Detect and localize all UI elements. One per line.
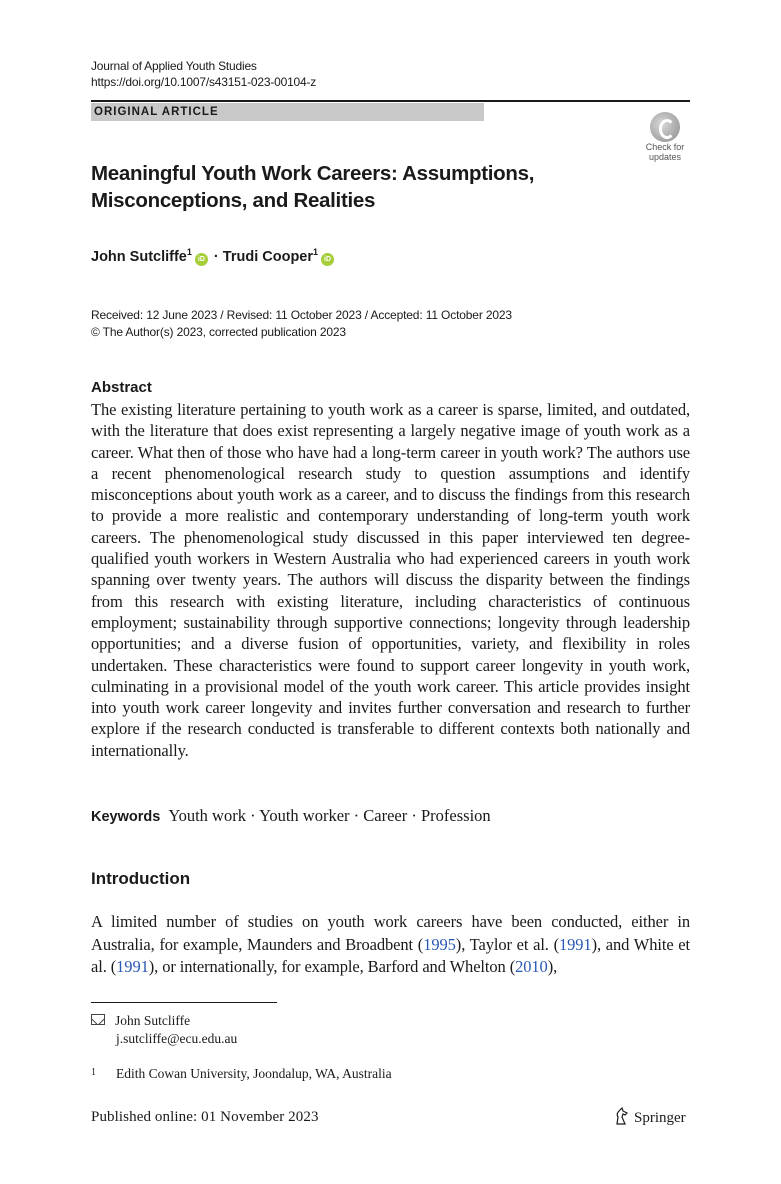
intro-text-segment: A limited number of studies on youth work careers have been conducted, either in Australia, for example, Maunders and Broadbent ( xyxy=(91,912,690,954)
contact-email[interactable]: j.sutcliffe@ecu.edu.au xyxy=(116,1031,238,1046)
affiliation-footnote xyxy=(91,1064,392,1083)
citation-link[interactable]: 1991 xyxy=(116,957,149,976)
journal-header xyxy=(91,58,316,90)
abstract-heading: Abstract xyxy=(91,379,152,396)
introduction-heading: Introduction xyxy=(91,869,191,888)
keywords-list: Youth work · Youth worker · Career · Profession xyxy=(168,806,491,825)
corresponding-author xyxy=(91,1012,237,1048)
date-history: Received: 12 June 2023 / Revised: 11 October 2023 / Accepted: 11 October 2023 xyxy=(91,308,512,322)
copyright-line: © The Author(s) 2023, corrected publication 2023 xyxy=(91,325,346,339)
header-rule xyxy=(91,100,690,102)
publication-dates xyxy=(91,307,512,341)
footnote-rule xyxy=(91,1002,277,1003)
citation-link[interactable]: 2010 xyxy=(515,957,548,976)
author-name[interactable]: Trudi Cooper xyxy=(222,249,314,265)
affiliation-number: 1 xyxy=(91,1067,96,1078)
springer-horse-icon xyxy=(614,1107,630,1125)
published-online: Published online: 01 November 2023 xyxy=(91,1109,319,1125)
keywords-label: Keywords xyxy=(91,809,161,825)
check-for-updates-badge[interactable] xyxy=(640,112,690,162)
intro-text-segment: ), Taylor et al. ( xyxy=(455,934,559,954)
doi-link[interactable]: https://doi.org/10.1007/s43151-023-00104-z xyxy=(91,75,317,89)
orcid-icon[interactable]: iD xyxy=(195,253,208,266)
orcid-icon[interactable]: iD xyxy=(321,253,334,266)
journal-name: Journal of Applied Youth Studies xyxy=(91,59,257,73)
title-line-1: Meaningful Youth Work Careers: Assumptions, xyxy=(91,162,535,185)
title-line-2: Misconceptions, and Realities xyxy=(91,189,376,212)
citation-link[interactable]: 1995 xyxy=(423,934,456,954)
contact-name: John Sutcliffe xyxy=(115,1013,191,1028)
intro-text-segment: ), and White et al. ( xyxy=(91,934,691,976)
keywords-line xyxy=(91,805,491,828)
article-type-band: ORIGINAL ARTICLE xyxy=(91,103,484,121)
crossmark-icon xyxy=(650,112,680,142)
badge-line-2: updates xyxy=(648,152,682,162)
publisher-name: Springer xyxy=(634,1110,686,1126)
badge-line-1: Check for xyxy=(645,142,685,152)
intro-text-segment: ), xyxy=(547,957,558,976)
author-list xyxy=(91,242,336,267)
citation-link[interactable]: 1991 xyxy=(558,934,592,954)
author-name[interactable]: John Sutcliffe xyxy=(91,249,187,265)
intro-text-segment: ), or internationally, for example, Barford and Whelton ( xyxy=(148,957,516,976)
abstract-text: The existing literature pertaining to youth work as a career is sparse, limited, and outdated, with the literature that does exist representing a largely negative image of youth work as a career. What then of those who have had a long-term career in youth work? The authors use a recent phenomenological research study to question assumptions and identify misconceptions about youth work as a career, and to discuss the findings from this research to provide a more realistic and contemporary understanding of long-term youth work careers. The phenomenological study discussed in this paper interviewed ten degree-qualified youth workers in Western Australia who had experienced careers in youth work spanning over twenty years. The authors will discuss the disparity between the findings from this research with existing literature, including characteristics of continuous employment; sustainability through supportive connections; longevity through leadership opportunities; and a diverse fusion of opportunities, variety, and flexibility in roles undertaken. These characteristics were found to support career longevity in youth work, culminating in a provisional model of the youth work career. This article provides insight into youth work career longevity and invites further conversation and research to further explore if the research conducted is transferable to different contexts both nationally and internationally. xyxy=(91,400,690,760)
author-separator: · xyxy=(213,249,219,265)
publisher-logo xyxy=(614,1107,686,1128)
author-affiliation-mark: 1 xyxy=(186,247,192,257)
introduction-text xyxy=(91,911,690,979)
author-affiliation-mark: 1 xyxy=(313,247,319,257)
envelope-icon xyxy=(91,1014,105,1025)
article-title xyxy=(91,160,611,214)
affiliation-text: Edith Cowan University, Joondalup, WA, Australia xyxy=(116,1066,392,1081)
